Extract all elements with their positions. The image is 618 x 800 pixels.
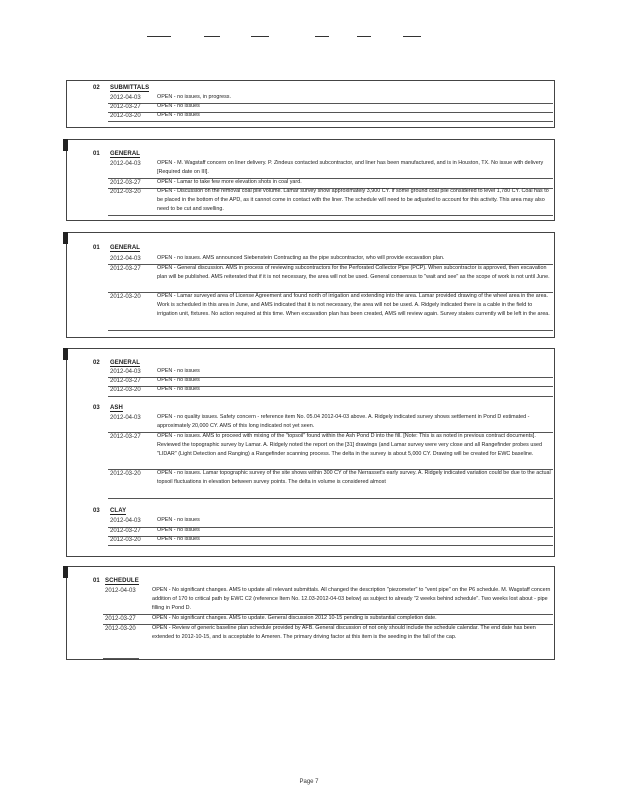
item-title: GENERAL: [110, 360, 141, 366]
entry-date: 2012-03-20: [110, 294, 141, 300]
item-title: GENERAL: [110, 151, 141, 157]
item-title: CLAY: [110, 508, 127, 514]
entry-date: 2012-03-20: [110, 189, 141, 195]
section-marker: [63, 139, 68, 151]
item-number: 01: [93, 151, 100, 157]
entry-separator: [108, 498, 553, 499]
entry-date: 2012-03-20: [110, 471, 141, 477]
entry-text: OPEN - Review of generic baseline plan schedule provided by AFB. General discussion of not only should include the schedule calendar. The end date has been extended to 2012-10-15, and is acceptable to Ameren. The primary driving factor at this item is the seeding in the fall of the cap.: [152, 625, 536, 640]
entry-date: 2012-03-20: [110, 537, 141, 543]
entry-separator: [108, 215, 553, 216]
entry-date: 2012-03-27: [110, 180, 141, 186]
item-number: 03: [93, 508, 100, 514]
entry-separator: [103, 658, 139, 659]
section-box-schedule: [66, 566, 555, 660]
entry-text: OPEN - no quality issues. Safety concern - reference item No. 05.04 2012-04-03 above. A. Ridgely indicated survey shows settlement in Pond D estimated - approximately 20,000 CY. AMS of this long indicated not yet seen.: [157, 414, 530, 429]
entry-date: 2012-04-03: [110, 95, 141, 101]
header-rule-4: [315, 36, 329, 37]
item-number: 01: [93, 578, 100, 584]
entry-text: OPEN - no issues. AMS announced Siebenstein Contracting as the pipe subcontractor, who will provide excavation plan.: [157, 255, 445, 261]
entry-date: 2012-04-03: [110, 415, 141, 421]
item-title: GENERAL: [110, 245, 141, 251]
item-title: ASH: [110, 405, 123, 411]
entry-date: 2012-04-03: [110, 161, 141, 167]
entry-text: OPEN - No significant changes. AMS to update. General discussion 2012 10-15 pending is substantial completion date.: [152, 615, 437, 621]
item-number: 03: [93, 405, 100, 411]
entry-text: OPEN - No significant changes. AMS to update all relevant submittals. All changed the description "piezometer" to "vent pipe" on the P6 schedule. M. Wagstaff concern addition of 170 to critical path by EWC C2 (reference Item No. 12.03-2012-04-03 below) as subject to already "2 weeks behind schedule". Two weeks lost about - pipe filling in Pond D.: [152, 587, 551, 611]
entry-date: 2012-04-03: [105, 588, 136, 594]
entry-text: OPEN - no issues: [157, 103, 200, 109]
header-rule-1: [147, 36, 171, 37]
entry-text: OPEN - no issues: [157, 386, 200, 392]
entry-date: 2012-03-27: [105, 616, 136, 622]
entry-text: OPEN - Lamar to take few more elevation shots in coal yard.: [157, 179, 302, 185]
entry-text: OPEN - no issues: [157, 377, 200, 383]
item-title: SUBMITTALS: [110, 85, 150, 91]
entry-separator: [108, 545, 553, 546]
entry-text: OPEN - M. Wagstaff concern on liner delivery. P. Zindeus contacted subcontractor, and liner has been manufactured, and is in Houston, TX. No issue with delivery [Required date on III].: [157, 160, 544, 175]
entry-date: 2012-03-27: [110, 378, 141, 384]
entry-date: 2012-03-27: [110, 104, 141, 110]
entry-separator: [108, 330, 553, 331]
item-number: 01: [93, 245, 100, 251]
entry-date: 2012-04-03: [110, 256, 141, 262]
entry-date: 2012-03-27: [110, 434, 141, 440]
entry-text: OPEN - Lamar surveyed area of License Agreement and found north of irrigation and extending into the area. Lamar provided drawing of the wheel area in the area. Work is scheduled in this area in June, and AMS indicated that it is not necessary, the area will not be used. A. Ridgely indicated there is a cable in the field to irrigation unit, fixtures. No action required at this time. When excavation plan has been created, AMS will review again. Survey stakes currently will be left in the area.: [157, 293, 550, 317]
header-rule-3: [251, 36, 269, 37]
item-number: 02: [93, 85, 100, 91]
entry-text: OPEN - no issues: [157, 536, 200, 542]
item-title: SCHEDULE: [105, 578, 139, 584]
entry-text: OPEN - General discussion. AMS in process of reviewing subcontractors for the Perforated Collector Pipe (PCP). When subcontractor is approved, then excavation plan will be published. AMS reiterated that if it is not necessary, the area will not be used. General consensus to "wait and see" as the scope of work is not until June.: [157, 265, 550, 280]
entry-date: 2012-03-27: [110, 266, 141, 272]
entry-text: OPEN - Discussion on the removal coal pile volume. Lamar survey show approximately 3,900 CY. If some ground coal pile considered to level 1,780 CY. Coal has to be placed in the bottom of the APD, as it cannot come in contact with the liner. The schedule will need to be adjusted to account for this activity. This area may also need to be cut and swelling.: [157, 188, 549, 212]
entry-text: OPEN - no issues: [157, 527, 200, 533]
item-number: 02: [93, 360, 100, 366]
entry-date: 2012-03-20: [110, 113, 141, 119]
entry-text: OPEN - no issues: [157, 517, 200, 523]
entry-date: 2012-03-27: [110, 528, 141, 534]
entry-text: OPEN - no issues: [157, 368, 200, 374]
header-rule-6: [403, 36, 421, 37]
entry-date: 2012-04-03: [110, 369, 141, 375]
page-number: Page 7: [299, 779, 319, 785]
entry-date: 2012-03-20: [105, 626, 136, 632]
section-marker: [63, 232, 68, 244]
header-rule-5: [357, 36, 371, 37]
entry-text: OPEN - no issues, in progress.: [157, 94, 232, 100]
entry-text: OPEN - no issues. Lamar topographic survey of the site shows within 300 CY of the Nerrasset's early survey. A. Ridgely indicated variation could be due to the actual topsoil fluctuations in elevation between survey points. The delta in volume is considered almost: [157, 470, 551, 485]
section-marker: [63, 348, 68, 360]
entry-separator: [108, 121, 553, 122]
entry-text: OPEN - no issues: [157, 112, 200, 118]
header-rule-2: [204, 36, 220, 37]
entry-date: 2012-03-20: [110, 387, 141, 393]
entry-separator: [108, 396, 553, 397]
entry-date: 2012-04-03: [110, 518, 141, 524]
entry-text: OPEN - no issues. AMS to proceed with mixing of the "topsoil" found within the Ash Pond D into the fill. [Note: This is as noted in previous contract documents]. Reviewed the topographic survey by Lamar. A. Ridgely noted the report on the [31] drawings (and Lamar survey were very close and all Rangefinder probes used "LIDAR" (Light Detection and Ranging) a Rangefinder scanning process. The delta in the survey is about 5,000 CY. Drawing will be created for EWC baseline.: [157, 433, 543, 457]
section-marker: [63, 566, 68, 578]
